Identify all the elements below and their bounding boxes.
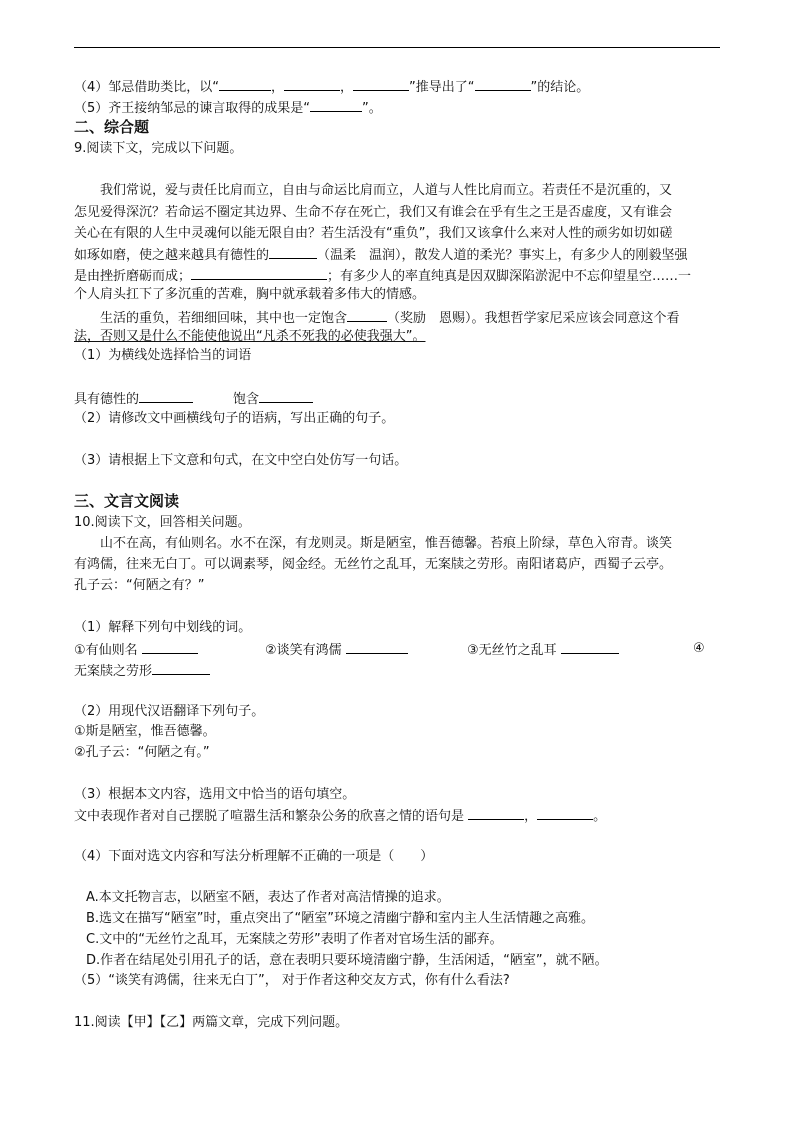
passage-line: 关心在有限的人生中灵魂何以能无限自由？若生活没有“重负”，我们又该拿什么来对人性的顽劣如切如磋 <box>74 226 673 241</box>
question-title: 10.阅读下文，回答相关问题。 <box>74 515 251 530</box>
word-item: ③无丝竹之乱耳 <box>467 641 619 659</box>
translate-item: ②孔子云：“何陋之有。” <box>74 745 210 760</box>
blank[interactable] <box>310 99 362 112</box>
blank[interactable] <box>346 641 408 654</box>
q8-sub4: （4）邹忌借助类比，以“ ， ， ”推导出了“ ”的结论。 <box>74 80 590 95</box>
q8-sub5: （5）齐王接纳邹忌的谏言取得的成果是“ ”。 <box>74 101 382 116</box>
blank[interactable] <box>475 78 531 91</box>
question-title: 11.阅读【甲】【乙】两篇文章，完成下列问题。 <box>74 1015 349 1030</box>
blank[interactable] <box>353 78 409 91</box>
sub-question: （3）请根据上下文意和句式，在文中空白处仿写一句话。 <box>74 453 408 468</box>
header-rule <box>74 47 720 48</box>
blank[interactable] <box>347 309 387 322</box>
classical-text-line: 孔子云：“何陋之有？” <box>74 578 205 593</box>
blank[interactable] <box>561 641 619 654</box>
section-heading: 三、文言文阅读 <box>74 492 180 510</box>
question-title: 9.阅读下文，完成以下问题。 <box>74 141 243 156</box>
sub-question: （1）解释下列句中划线的词。 <box>74 620 252 635</box>
translate-item: ①斯是陋室，惟吾德馨。 <box>74 724 216 739</box>
blank[interactable] <box>142 641 198 654</box>
classical-text-line: 有鸿儒，往来无白丁。可以调素琴，阅金经。无丝竹之乱耳，无案牍之劳形。南阳诸葛庐，西蜀子云亭。 <box>74 557 673 572</box>
blank[interactable] <box>537 807 593 820</box>
blank[interactable] <box>152 662 210 675</box>
word-item: ①有仙则名 <box>74 641 198 659</box>
sub-question: （5）“谈笑有鸿儒，往来无白丁”， 对于作者这种交友方式，你有什么看法? <box>74 973 510 988</box>
blank[interactable] <box>259 390 313 403</box>
option-d[interactable]: D.作者在结尾处引用孔子的话，意在表明只要环境清幽宁静，生活闲适，“陋室”，就不陋。 <box>86 953 608 968</box>
sub-question: （2）请修改文中画横线句子的语病，写出正确的句子。 <box>74 411 395 426</box>
blank[interactable] <box>468 807 524 820</box>
passage-line: 个人肩头扛下了多沉重的苦难，胸中就承载着多伟大的情感。 <box>74 287 426 302</box>
option-a[interactable]: A.本文托物言志，以陋室不陋，表达了作者对高洁情操的追求。 <box>86 890 450 905</box>
section-heading: 二、综合题 <box>74 118 150 136</box>
word-item: ②谈笑有鸿儒 <box>265 641 408 659</box>
passage-line: 是由挫折磨砺而成； ；有多少人的率直纯真是因双脚深陷淤泥中不忘仰望星空……一 <box>74 269 692 284</box>
classical-text-line: 山不在高，有仙则名。水不在深，有龙则灵。斯是陋室，惟吾德馨。苔痕上阶绿，草色入帘青。谈笑 <box>100 536 673 551</box>
sub-question: （1）为横线处选择恰当的词语 <box>74 348 252 363</box>
passage-line: 怎见爱得深沉？若命运不圈定其边界、生命不存在死亡，我们又有谁会在乎有生之王是否虚度，又有谁会 <box>74 205 673 220</box>
blank[interactable] <box>284 78 340 91</box>
sub-question: （3）根据本文内容，选用文中恰当的语句填空。 <box>74 787 356 802</box>
blank[interactable] <box>139 390 193 403</box>
word-item-number: ④ <box>693 641 705 656</box>
passage-line: 如琢如磨，使之越来越具有德性的 （温柔 温润），散发人道的柔光？事实上，有多少人的刚毅坚强 <box>74 248 688 263</box>
passage-line: 我们常说，爱与责任比肩而立，自由与命运比肩而立，人道与人性比肩而立。若责任不是沉重的，又 <box>100 183 673 198</box>
fill-line: 具有德性的 饱含 <box>74 390 313 408</box>
fill-line: 文中表现作者对自己摆脱了喧嚣生活和繁杂公务的欣喜之情的语句是 ， 。 <box>74 809 607 824</box>
underlined-sentence: 法，否则又是什么不能使他说出“凡杀不死我的必使我强大”。 <box>74 329 426 344</box>
option-b[interactable]: B.选文在描写“陋室”时，重点突出了“陋室”环境之清幽宁静和室内主人生活情趣之高雅。 <box>86 911 594 926</box>
imitation-blank[interactable] <box>191 267 327 280</box>
word-item: 无案牍之劳形 <box>74 662 210 680</box>
blank[interactable] <box>269 246 317 259</box>
passage-line: 生活的重负，若细细回味，其中也一定饱含 （奖励 恩赐）。我想哲学家尼采应该会同意这个看 <box>100 311 680 326</box>
sub-question: （4）下面对选文内容和写法分析理解不正确的一项是（ ） <box>74 849 434 864</box>
sub-question: （2）用现代汉语翻译下列句子。 <box>74 704 265 719</box>
blank[interactable] <box>219 78 271 91</box>
option-c[interactable]: C.文中的“无丝竹之乱耳，无案牍之劳形”表明了作者对官场生活的鄙弃。 <box>86 932 503 947</box>
